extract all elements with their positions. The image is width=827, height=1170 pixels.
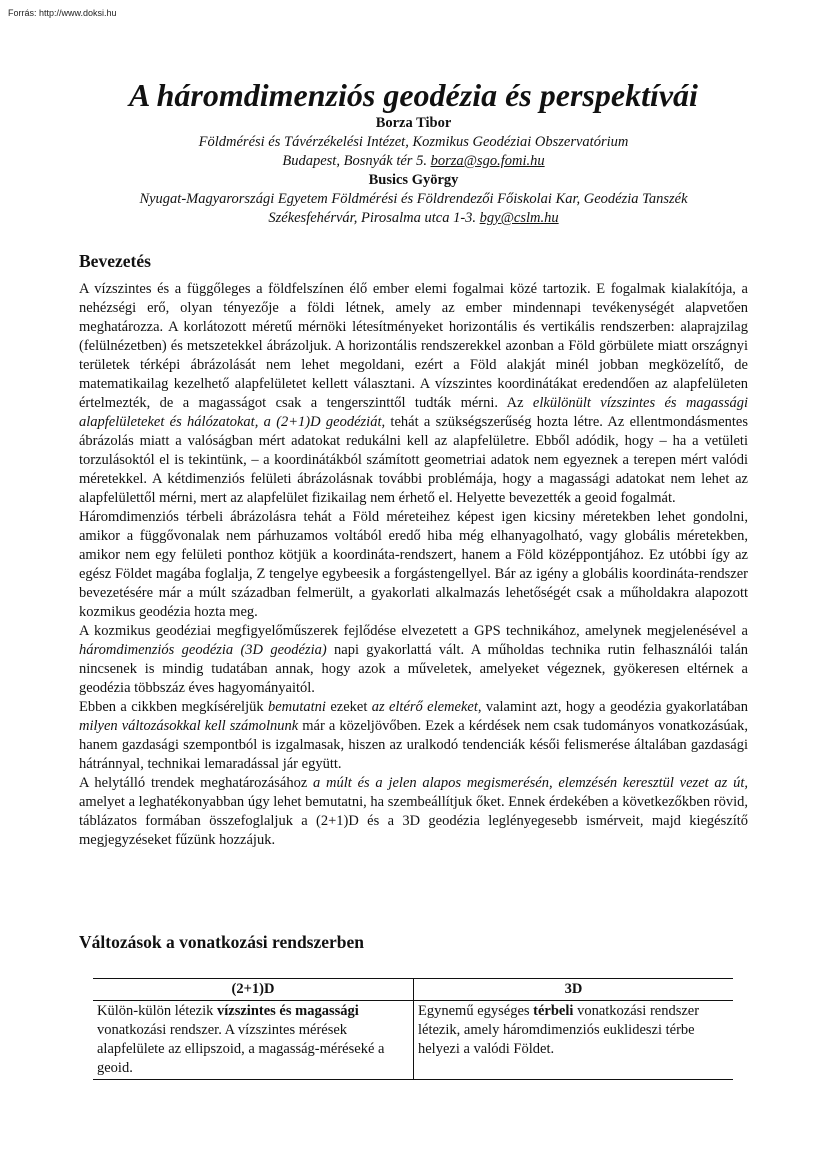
table-header-cell: (2+1)D (93, 979, 414, 1001)
paragraph: Ebben a cikkben megkíséreljük bemutatni ezeket az eltérő elemeket, valamint azt, hogy a geodézia gyakorlatában milyen változásokkal kell számolnunk már a közeljövőben. Ezek a kérdések nem csak tudományos vonatkozásúak, hanem gazdasági szempontból is izgalmasak, hiszen az uralkodó tendenciák késői felismerése általában gazdasági hátránnyal, technikai lemaradással jár együtt. (79, 699, 748, 772)
author-address (60, 152, 767, 171)
paragraph: Háromdimenziós térbeli ábrázolásra tehát a Föld méreteihez képest igen kicsiny méretekben lehet gondolni, amikor a függővonalak nem párhuzamos voltából eredő hiba még elhanyagolható, vagy globális méretekben, amikor nem egy felületi ponthoz kötjük a koordináta-rendszert, hanem a Föld középpontjához. Ez utóbbi így az egész Földet magába foglalja, Z tengelye egybeesik a forgástengellyel. Bár az igény a globális koordináta-rendszer bevezetésére már a múlt században felmerült, a gyakorlati alkalmazás lehetőségét csak a műholdakra alapozott kozmikus geodézia hozta meg. (79, 509, 748, 620)
paper-title: A háromdimenziós geodézia és perspektívái (129, 77, 698, 113)
address-text: Budapest, Bosnyák tér 5. (282, 153, 431, 169)
table-cell: Külön-külön létezik vízszintes és magassági vonatkozási rendszer. A vízszintes mérések alapfelülete az ellipszoid, a magasság-méréseké a geoid. (93, 1001, 414, 1080)
email-link[interactable]: borza@sgo.fomi.hu (430, 153, 545, 169)
author-affiliation: Földmérési és Távérzékelési Intézet, Kozmikus Geodéziai Obszervatórium (198, 134, 629, 150)
paper-header (60, 76, 767, 228)
table-header-cell: 3D (414, 979, 734, 1001)
table-cell: Egynemű egységes térbeli vonatkozási rendszer létezik, amely háromdimenziós euklideszi térbe helyezi a valódi Földet. (414, 1001, 734, 1080)
email-link[interactable]: bgy@cslm.hu (479, 210, 559, 226)
source-note: Forrás: http://www.doksi.hu (8, 8, 117, 18)
author-affiliation: Nyugat-Magyarországi Egyetem Földmérési és Földrendezői Főiskolai Kar, Geodézia Tanszék (139, 191, 688, 207)
comparison-table (93, 978, 733, 1080)
paragraph: A kozmikus geodéziai megfigyelőműszerek fejlődése elvezetett a GPS technikához, amelynek megjelenésével a háromdimenziós geodézia (3D geodézia) napi gyakorlattá vált. A műholdas technika rutin felhasználói talán nincsenek is mindig tudatában annak, hogy azok a műveletek, amelyeket végeznek, gyökeresen eltérnek a geodézia többszáz éves hagyományaitól. (79, 623, 749, 696)
section-heading: Bevezetés (79, 251, 151, 271)
paragraph: A vízszintes és a függőleges a földfelszínen élő ember elemi fogalmai közé tartozik. E fogalmak kialakítója, a nehézségi erő, olyan tényezője a földi létnek, amely az ember mindennapi tevékenységét alapvetően meghatározza. A korlátozott méretű mérnöki létesítményeket horizontális és vertikális rendszerben: alaprajzilag (felülnézetben) és metszetekkel ábrázoljuk. A horizontális rendszerekkel azonban a Föld görbülete miatt országnyi területek térképi ábrázolását nem lehet megoldani, ezért a Föld alakját minél jobban megközelítő, de matematikailag kezelhető alapfelületet kellett választani. A vízszintes koordinátákat eredendően az alapfelületen értelmezték, de a magasságot csak a tengerszinttől tudták mérni. Az elkülönült vízszintes és magassági alapfelületeket és hálózatokat, a (2+1)D geodéziát, tehát a szükségszerűség hozta létre. Az ellentmondásmentes ábrázolás miatt a valóságban mért adatokat redukálni kell az alapfelületre. Ebből adódik, hogy – ha a vetületi torzulásoktól el is tekintünk, – a koordinátákból számított geometriai adatok nem egyeznek a terepen mért valódi méretekkel. A kétdimenziós felületi ábrázolásnak további problémája, hogy a magassági adatokat nem lehet az alapfelülettől mérni, mert az alapfelület fizikailag nem érhető el. Helyette bevezették a geoid fogalmát. (79, 281, 748, 506)
section-heading: Változások a vonatkozási rendszerben (79, 932, 365, 952)
author-name: Busics György (368, 172, 459, 188)
table-row (93, 1001, 733, 1080)
address-text: Székesfehérvár, Pirosalma utca 1-3. (268, 210, 480, 226)
section-introduction (79, 250, 748, 850)
author-name: Borza Tibor (375, 115, 452, 131)
table-header-row (93, 979, 733, 1001)
author-address (60, 209, 767, 228)
paragraph: A helytálló trendek meghatározásához a múlt és a jelen alapos megismerésén, elemzésén keresztül vezet az út, amelyet a leghatékonyabban úgy lehet bemutatni, ha szembeállítjuk őket. Ennek érdekében a következőkben rövid, táblázatos formában összefoglaljuk a (2+1)D és a 3D geodézia leglényegesebb ismérveit, majd kiegészítő megjegyzéseket fűzünk hozzájuk. (79, 775, 748, 848)
